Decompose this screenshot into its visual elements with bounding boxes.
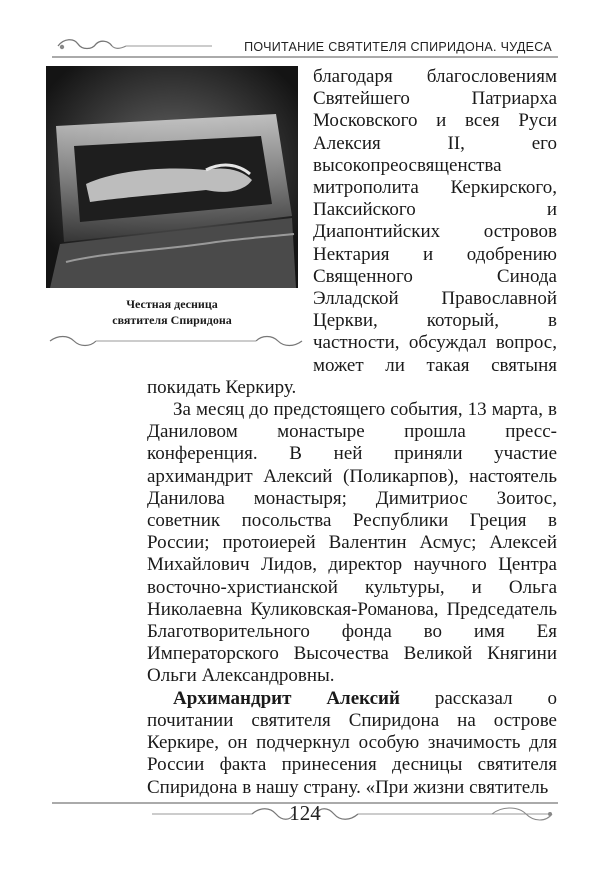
page-number: 124 <box>289 801 321 825</box>
page-footer <box>52 797 558 831</box>
running-head: ПОЧИТАНИЕ СВЯТИТЕЛЯ СПИРИДОНА. ЧУДЕСА <box>244 40 552 54</box>
figure-wrap-space <box>147 66 313 356</box>
paragraph-3-text: рассказал о почитании святителя Спиридона на острове Керкире, он подчеркнул особую значимость для России факта принесения десницы святителя Спиридона в нашу страну. «При жизни святитель <box>147 687 558 798</box>
body-text <box>147 66 557 799</box>
paragraph-1: благодаря благословениям Святейшего Патриарха Московского и всея Руси Алексия II, его высокопреосвященства митрополита Керкирского, Паксийского и Диапонтийских островов Нектария и одобрению Священного Синода Элладской Православной Церкви, который, в частности, обсуждал вопрос, может ли такая святыня покидать Керкиру. <box>147 66 557 398</box>
page-header <box>52 34 558 60</box>
caption-line-1: Честная десница <box>126 297 218 311</box>
paragraph-3 <box>147 688 557 799</box>
caption-line-2: святителя Спиридона <box>112 313 232 327</box>
paragraph-3-lead: Архимандрит Алексий <box>173 687 400 709</box>
paragraph-2: За месяц до предстоящего события, 13 марта, в Даниловом монастыре прошла пресс-конференция. В ней приняли участие архимандрит Алексий (Поликарпов), настоятель Данилова монастыря; Димитриос Зоитос, советник посольства Республики Греция в России; протоиерей Валентин Асмус; Алексей Михайлович Лидов, директор научного Центра восточно-христианской культуры, и Ольга Николаевна Куликовская-Романова, Председатель Благотворительного фонда во имя Ея Императорского Высочества Великой Княгини Ольги Александровны. <box>147 399 557 687</box>
